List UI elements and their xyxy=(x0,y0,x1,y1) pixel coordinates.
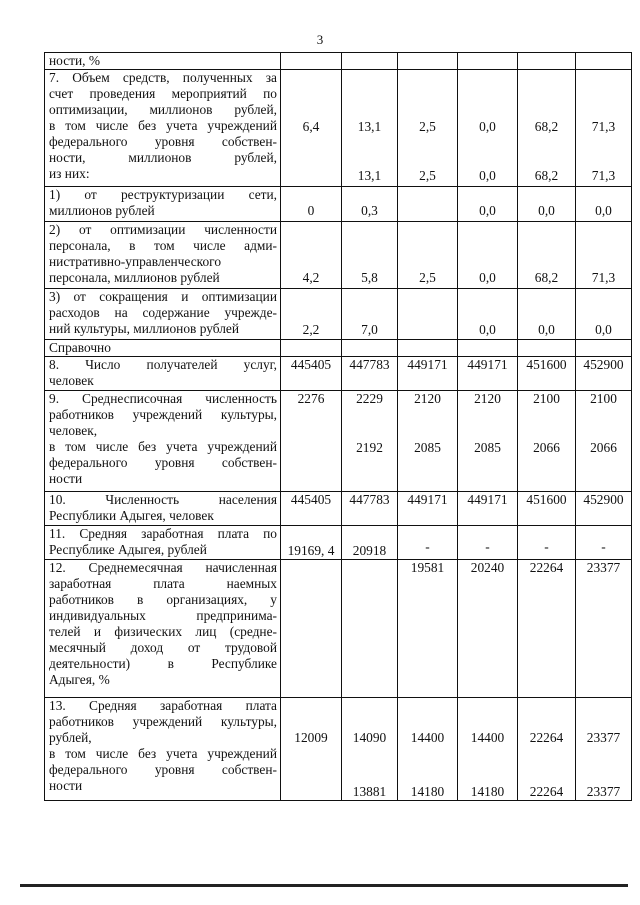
row-label xyxy=(45,187,281,222)
cell-value: 68,2 xyxy=(534,119,559,134)
cell-value: 13,1 xyxy=(357,119,382,134)
value-cell xyxy=(518,53,576,70)
cell-value: 2100 xyxy=(533,391,560,406)
cell-value: 13881 xyxy=(352,784,387,799)
cell-value: 2120 xyxy=(414,391,441,406)
row-label-line: деятельности) в Республике xyxy=(49,656,277,671)
cell-value: 71,3 xyxy=(591,270,616,285)
row-label-line: 11. Средняя заработная плата по xyxy=(49,526,277,541)
cell-value: 23377 xyxy=(586,560,621,575)
row-label-line: федерального уровня собствен- xyxy=(49,762,277,777)
value-cell xyxy=(398,340,458,357)
row-label xyxy=(45,357,281,391)
value-cell xyxy=(281,357,342,391)
value-cell xyxy=(398,289,458,340)
row-label-line: 3) от сокращения и оптимизации xyxy=(49,289,277,304)
cell-value: - xyxy=(485,539,490,554)
row-label-line: в том числе без учета учреждений xyxy=(49,439,277,454)
cell-value: 0,0 xyxy=(479,322,496,337)
cell-value: 445405 xyxy=(290,357,332,372)
value-cell xyxy=(576,70,632,187)
value-cell xyxy=(281,698,342,801)
row-label-line: в том числе без учета учреждений xyxy=(49,746,277,761)
cell-value: 2,2 xyxy=(302,322,320,337)
cell-value: 452900 xyxy=(583,492,624,507)
row-label-line: ности xyxy=(49,778,83,793)
cell-value: 449171 xyxy=(467,492,508,507)
cell-value: 2229 xyxy=(356,391,383,406)
value-cell xyxy=(518,70,576,187)
cell-value: 22264 xyxy=(529,560,564,575)
cell-value: 2,5 xyxy=(419,168,436,183)
row-label xyxy=(45,340,281,357)
cell-value: 445405 xyxy=(290,492,332,507)
value-cell xyxy=(281,340,342,357)
cell-value: 71,3 xyxy=(591,119,616,134)
value-cell xyxy=(398,53,458,70)
value-cell xyxy=(518,340,576,357)
row-label-line: из них: xyxy=(49,166,90,181)
row-label-line: ний культуры, миллионов рублей xyxy=(49,321,240,336)
value-cell xyxy=(518,222,576,289)
value-cell xyxy=(342,526,398,560)
row-label-line: ности, миллионов рублей, xyxy=(49,150,277,165)
value-cell xyxy=(518,698,576,801)
row-label-line: 2) от оптимизации численности xyxy=(49,222,277,237)
value-cell xyxy=(281,187,342,222)
cell-value: 0,0 xyxy=(595,203,612,218)
value-cell xyxy=(576,560,632,698)
table-row xyxy=(45,340,632,357)
row-label-line: человек xyxy=(49,373,94,388)
value-cell xyxy=(458,222,518,289)
row-label-line: 12. Среднемесячная начисленная xyxy=(49,560,277,575)
cell-value: 447783 xyxy=(349,492,390,507)
cell-value: 2,5 xyxy=(419,270,436,285)
row-label-line: Адыгея, % xyxy=(49,672,110,687)
row-label xyxy=(45,492,281,526)
cell-value: 2120 xyxy=(474,391,501,406)
value-cell xyxy=(342,70,398,187)
value-cell xyxy=(458,340,518,357)
value-cell xyxy=(518,357,576,391)
value-cell xyxy=(518,492,576,526)
value-cell xyxy=(342,222,398,289)
cell-value: 2085 xyxy=(414,440,441,455)
cell-value: 2192 xyxy=(356,440,383,455)
cell-value: 449171 xyxy=(407,357,448,372)
table-row xyxy=(45,560,632,698)
value-cell xyxy=(576,391,632,492)
value-cell xyxy=(458,492,518,526)
row-label-line: Республике Адыгея, рублей xyxy=(49,542,207,557)
cell-value: 22264 xyxy=(529,784,564,799)
cell-value: 13,1 xyxy=(357,168,382,183)
value-cell xyxy=(458,526,518,560)
cell-value: 2085 xyxy=(474,440,501,455)
cell-value: 14090 xyxy=(352,730,387,745)
row-label xyxy=(45,289,281,340)
value-cell xyxy=(458,560,518,698)
value-cell xyxy=(576,357,632,391)
row-label xyxy=(45,698,281,801)
value-cell xyxy=(342,391,398,492)
row-label-line: расходов на содержание учрежде- xyxy=(49,305,277,320)
cell-value: 14180 xyxy=(410,784,445,799)
row-label-line: работников учреждений культуры, xyxy=(49,407,277,422)
row-label xyxy=(45,391,281,492)
value-cell xyxy=(281,222,342,289)
value-cell xyxy=(576,340,632,357)
row-label-line: федерального уровня собствен- xyxy=(49,134,277,149)
cell-value: 14400 xyxy=(470,730,505,745)
value-cell xyxy=(281,391,342,492)
cell-value: 23377 xyxy=(586,730,621,745)
cell-value: 7,0 xyxy=(361,322,378,337)
value-cell xyxy=(518,560,576,698)
value-cell xyxy=(518,187,576,222)
row-label-line: человек, xyxy=(49,423,98,438)
value-cell xyxy=(281,560,342,698)
value-cell xyxy=(342,53,398,70)
cell-value: 0 xyxy=(307,203,315,218)
table-row xyxy=(45,391,632,492)
table-row xyxy=(45,526,632,560)
value-cell xyxy=(576,526,632,560)
cell-value: 447783 xyxy=(349,357,390,372)
value-cell xyxy=(518,526,576,560)
table-row xyxy=(45,187,632,222)
value-cell xyxy=(281,526,342,560)
value-cell xyxy=(398,698,458,801)
row-label-line: в том числе без учета учреждений xyxy=(49,118,277,133)
cell-value: 0,3 xyxy=(361,203,378,218)
cell-value: 22264 xyxy=(529,730,564,745)
value-cell xyxy=(398,222,458,289)
value-cell xyxy=(281,53,342,70)
value-cell xyxy=(342,560,398,698)
row-label-line: телей и физических лиц (средне- xyxy=(49,624,277,639)
table-row xyxy=(45,698,632,801)
row-label-line: 13. Средняя заработная плата xyxy=(49,698,277,713)
row-label-line: заработная плата наемных xyxy=(49,576,277,591)
cell-value: 452900 xyxy=(583,357,624,372)
cell-value: 0,0 xyxy=(479,203,496,218)
row-label-line: 10. Численность населения xyxy=(49,492,277,507)
value-cell xyxy=(518,289,576,340)
value-cell xyxy=(518,391,576,492)
table-row xyxy=(45,357,632,391)
value-cell xyxy=(281,70,342,187)
value-cell xyxy=(398,357,458,391)
table-row xyxy=(45,53,632,70)
row-label-line: миллионов рублей xyxy=(49,203,155,218)
cell-value: 14400 xyxy=(410,730,445,745)
cell-value: 68,2 xyxy=(534,270,559,285)
row-label xyxy=(45,222,281,289)
value-cell xyxy=(576,187,632,222)
cell-value: - xyxy=(425,539,430,554)
row-label xyxy=(45,53,281,70)
row-label xyxy=(45,526,281,560)
row-label-line: индивидуальных предпринима- xyxy=(49,608,277,623)
row-label-line: 8. Число получателей услуг, xyxy=(49,357,277,372)
cell-value: 20240 xyxy=(470,560,505,575)
row-label-line: работников в организациях, у xyxy=(49,592,277,607)
data-table xyxy=(44,52,632,801)
row-label-line: 1) от реструктуризации сети, xyxy=(49,187,277,202)
row-label-line: рублей, xyxy=(49,730,92,745)
value-cell xyxy=(458,187,518,222)
cell-value: 449171 xyxy=(407,492,448,507)
row-label-line: ности xyxy=(49,471,83,486)
value-cell xyxy=(458,53,518,70)
cell-value: 451600 xyxy=(526,357,567,372)
cell-value: 68,2 xyxy=(534,168,559,183)
value-cell xyxy=(398,187,458,222)
cell-value: 5,8 xyxy=(361,270,378,285)
cell-value: 2,5 xyxy=(419,119,436,134)
value-cell xyxy=(458,357,518,391)
value-cell xyxy=(576,698,632,801)
cell-value: 449171 xyxy=(467,357,508,372)
value-cell xyxy=(398,70,458,187)
value-cell xyxy=(458,698,518,801)
row-label-line: Справочно xyxy=(49,340,111,355)
cell-value: 14180 xyxy=(470,784,505,799)
row-label-line: персонала, в том числе адми- xyxy=(49,238,277,253)
value-cell xyxy=(398,492,458,526)
value-cell xyxy=(342,698,398,801)
cell-value: 0,0 xyxy=(479,168,496,183)
cell-value: 451600 xyxy=(526,492,567,507)
row-label-line: 7. Объем средств, полученных за xyxy=(49,70,277,85)
value-cell xyxy=(342,492,398,526)
cell-value: 4,2 xyxy=(302,270,320,285)
value-cell xyxy=(342,187,398,222)
row-label-line: персонала, миллионов рублей xyxy=(49,270,220,285)
cell-value: 0,0 xyxy=(538,322,555,337)
cell-value: 19581 xyxy=(410,560,445,575)
row-label-line: работников учреждений культуры, xyxy=(49,714,277,729)
value-cell xyxy=(576,492,632,526)
row-label-line: нистративно-управленческого xyxy=(49,254,222,269)
cell-value: 0,0 xyxy=(479,119,496,134)
value-cell xyxy=(342,340,398,357)
cell-value: 12009 xyxy=(294,730,328,745)
cell-value: 0,0 xyxy=(595,322,612,337)
cell-value: 6,4 xyxy=(302,119,320,134)
row-label-line: Республики Адыгея, человек xyxy=(49,508,214,523)
value-cell xyxy=(458,70,518,187)
cell-value: 2100 xyxy=(590,391,617,406)
cell-value: - xyxy=(601,539,606,554)
value-cell xyxy=(342,357,398,391)
value-cell xyxy=(281,289,342,340)
row-label-line: ности, % xyxy=(49,53,101,68)
value-cell xyxy=(576,53,632,70)
value-cell xyxy=(398,560,458,698)
row-label xyxy=(45,560,281,698)
row-label-line: оптимизации, миллионов рублей, xyxy=(49,102,277,117)
cell-value: 20918 xyxy=(352,543,387,558)
row-label-line: 9. Среднесписочная численность xyxy=(49,391,277,406)
value-cell xyxy=(398,391,458,492)
value-cell xyxy=(576,289,632,340)
page-number: 3 xyxy=(316,32,324,47)
value-cell xyxy=(458,391,518,492)
value-cell xyxy=(398,526,458,560)
row-label xyxy=(45,70,281,187)
cell-value: 19169, 4 xyxy=(287,543,335,558)
cell-value: 71,3 xyxy=(591,168,616,183)
cell-value: - xyxy=(544,539,549,554)
row-label-line: счет проведения мероприятий по xyxy=(49,86,277,101)
table-row xyxy=(45,492,632,526)
cell-value: 2066 xyxy=(590,440,617,455)
table-row xyxy=(45,70,632,187)
table-row xyxy=(45,289,632,340)
row-label-line: месячный доход от трудовой xyxy=(49,640,277,655)
value-cell xyxy=(281,492,342,526)
cell-value: 2276 xyxy=(297,391,325,406)
page-bottom-rule xyxy=(20,884,628,887)
row-label-line: федерального уровня собствен- xyxy=(49,455,277,470)
value-cell xyxy=(342,289,398,340)
cell-value: 0,0 xyxy=(479,270,496,285)
cell-value: 0,0 xyxy=(538,203,555,218)
cell-value: 23377 xyxy=(586,784,621,799)
value-cell xyxy=(576,222,632,289)
value-cell xyxy=(458,289,518,340)
cell-value: 2066 xyxy=(533,440,560,455)
table-row xyxy=(45,222,632,289)
